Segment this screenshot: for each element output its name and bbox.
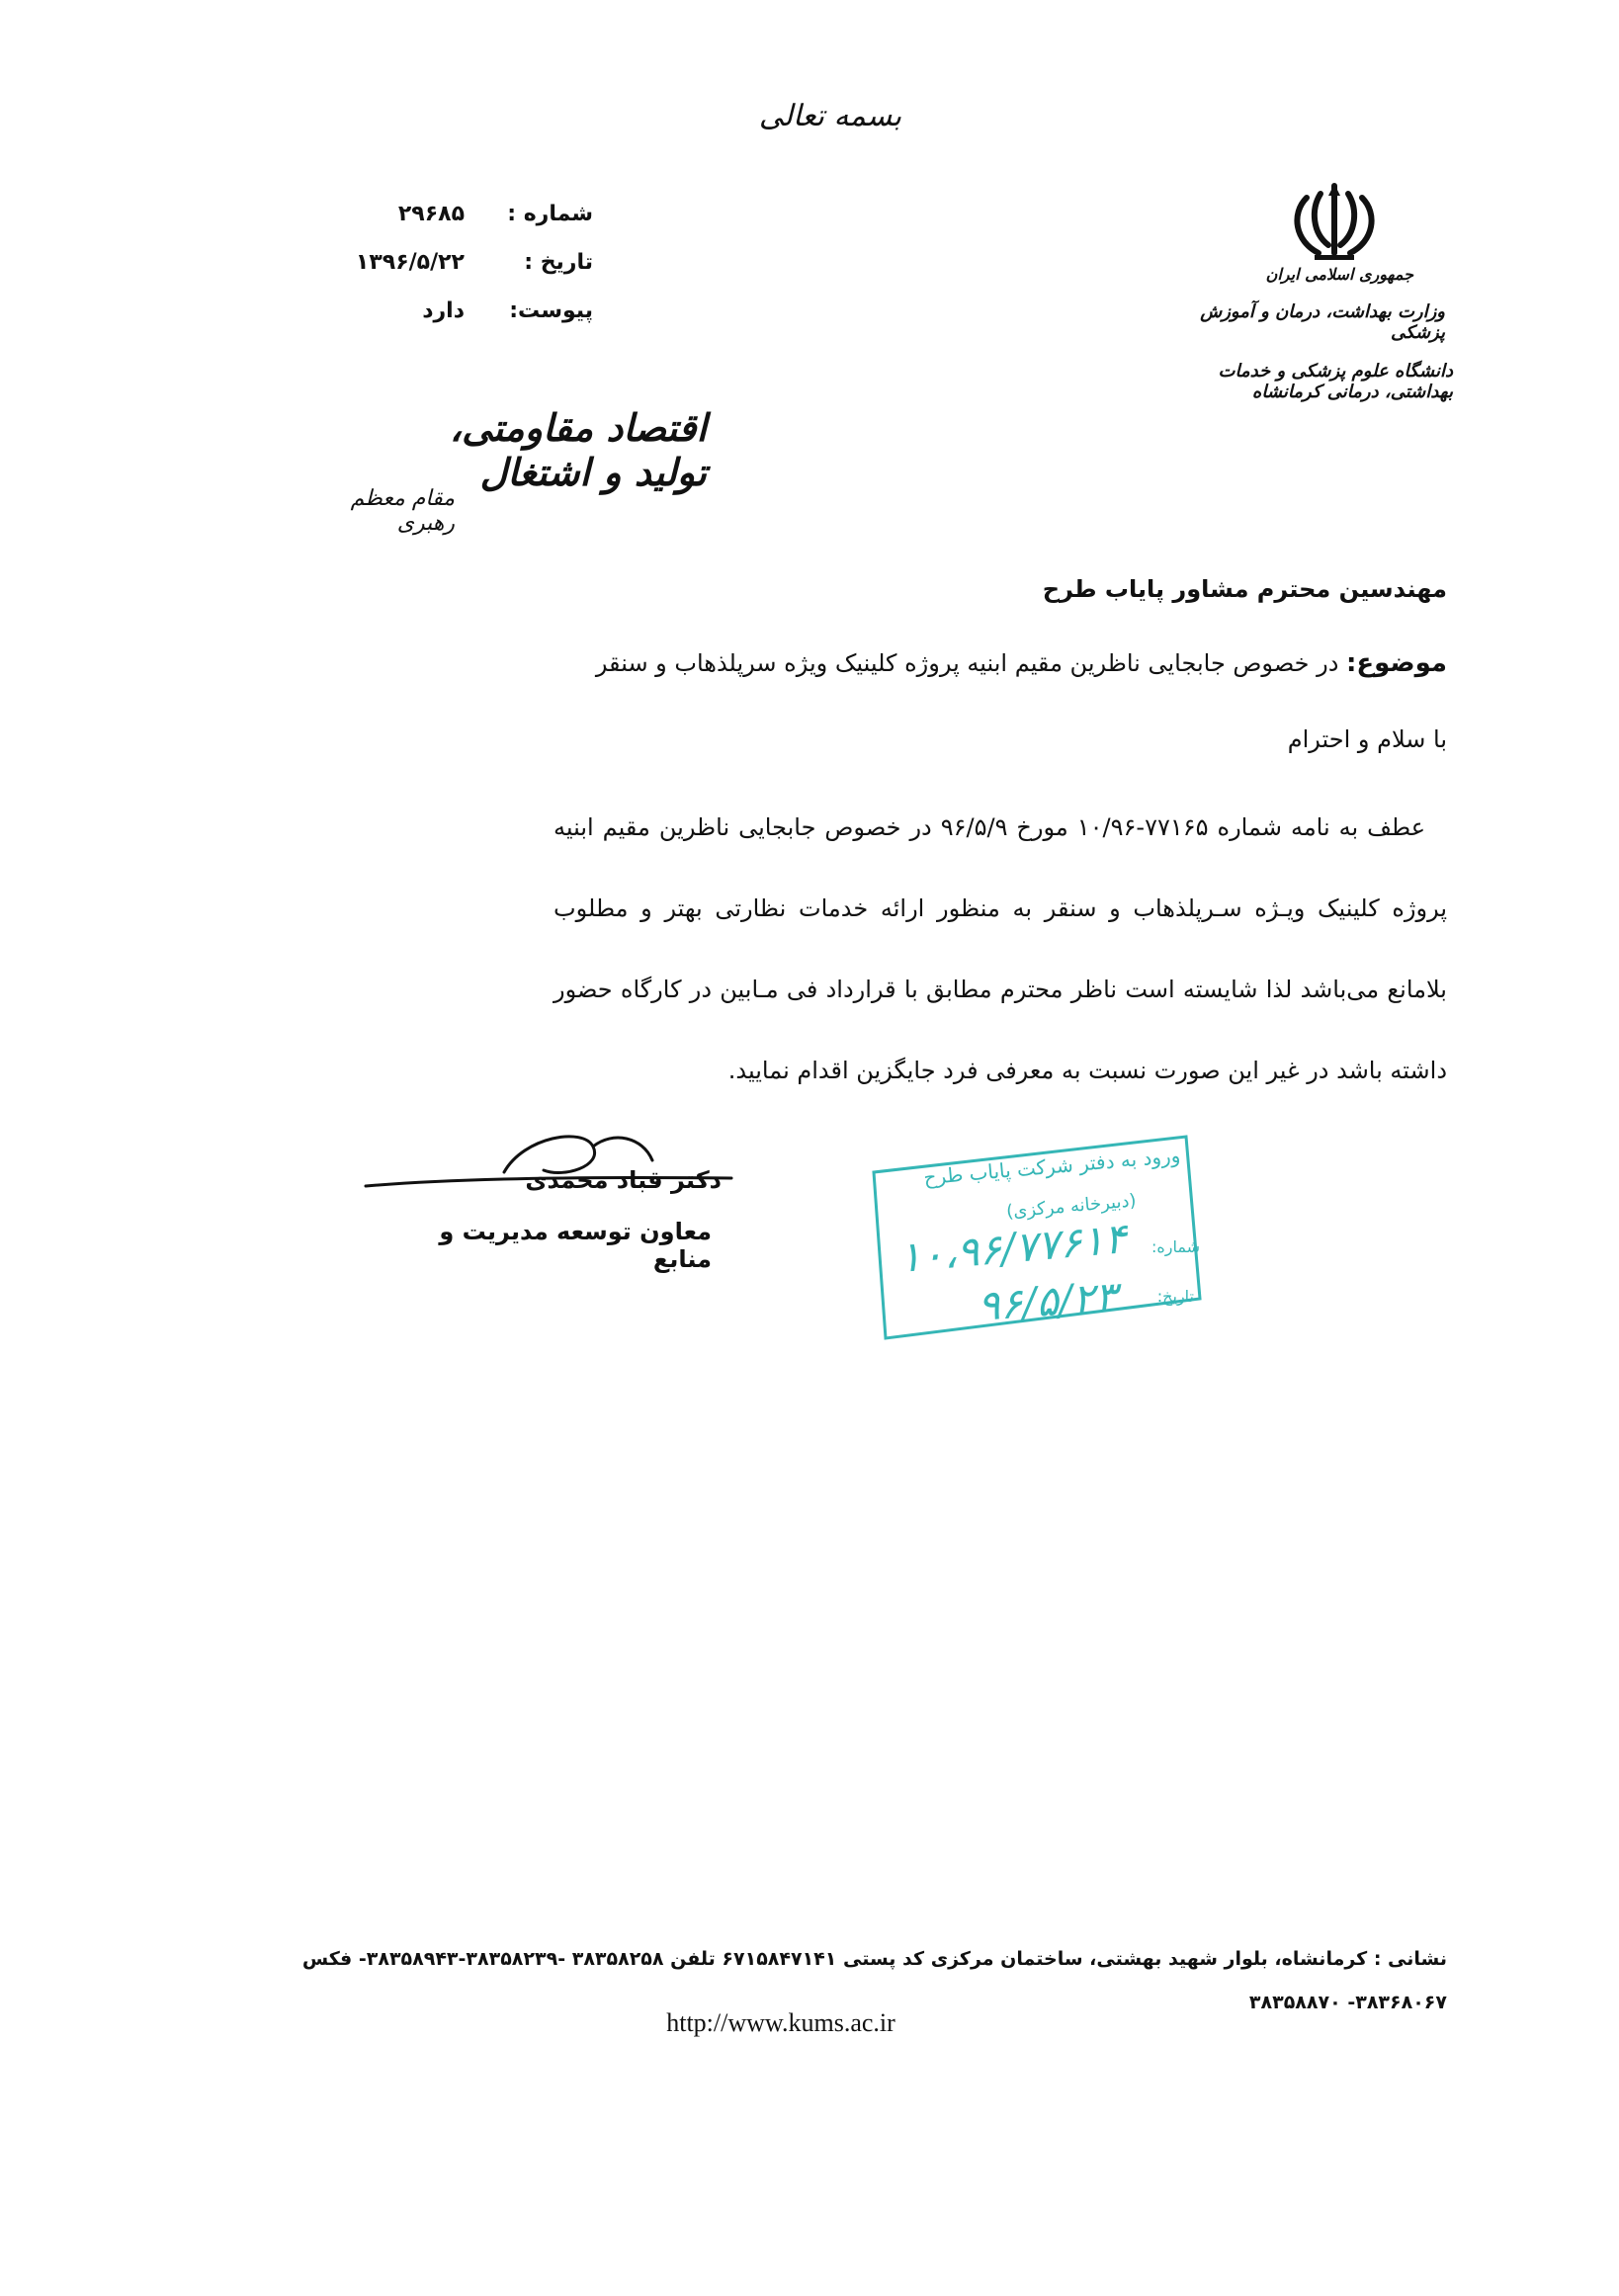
stamp-date-value: ۹۶/۵/۲۳ <box>976 1272 1119 1330</box>
organization-block <box>1147 265 1453 402</box>
letter-greeting: با سلام و احترام <box>1287 725 1447 753</box>
letter-attachment-label: پیوست: <box>509 298 593 323</box>
org-line-ministry: وزارت بهداشت، درمان و آموزش پزشکی <box>1200 301 1445 343</box>
letter-body <box>554 787 1447 1111</box>
footer-address: نشانی : کرمانشاه، بلوار شهید بهشتی، ساختمان مرکزی کد پستی ۶۷۱۵۸۴۷۱۴۱ تلفن ۳۸۳۵۸۲۵۸ -۳۸۳۵۸۲۳۹-۳۸۳۵۸۹۴۳- فکس ۳۸۳۶۸۰۶۷- ۳۸۳۵۸۸۷۰ <box>301 1948 1447 2013</box>
letter-number-row <box>297 190 593 238</box>
subject-label: موضوع: <box>1346 648 1447 678</box>
letter-body-paragraph: عطف به نامه شماره ۷۷۱۶۵-۱۰/۹۶ مورخ ۹۶/۵/۹ در خصوص جابجایی ناظرین مقیم ابنیه پروژه کلینیک ویـژه سـرپلذهاب و سنقر به منظور ارائه خدمات نظارتی بهتر و مطلوب بلامانع می‌باشد لذا شایسته است ناظر محترم مطابق با قرارداد فی مـابین در کارگاه حضور داشته باشد در غیر این صورت نسبت به معرفی فرد جایگزین اقدام نمایید. <box>554 813 1447 1084</box>
receipt-stamp <box>860 1133 1206 1340</box>
letter-date-row <box>297 238 593 287</box>
slogan-source: مقام معظم رهبری <box>350 486 455 536</box>
stamp-number-label: شماره: <box>1150 1237 1200 1256</box>
letter-recipient: مهندسین محترم مشاور پایاب طرح <box>1042 575 1447 603</box>
stamp-date-label: تاریخ: <box>1156 1287 1194 1306</box>
stamp-line1: ورود به دفتر شرکت پایاب طرح <box>921 1143 1181 1190</box>
org-line-university: دانشگاه علوم پزشکی و خدمات بهداشتی، درمانی کرمانشاه <box>1218 361 1453 402</box>
letter-number-label: شماره : <box>507 202 593 226</box>
letter-meta <box>297 190 593 335</box>
letter-attachment-value: دارد <box>422 298 465 323</box>
signatory-name: دکتر قباد محمدی <box>525 1166 722 1194</box>
letter-number-value: ۲۹۶۸۵ <box>397 202 465 226</box>
slogan-text: اقتصاد مقاومتی، تولید و اشتغال <box>449 405 707 494</box>
org-line-country: جمهوری اسلامی ایران <box>1265 265 1413 284</box>
letter-date-label: تاریخ : <box>524 250 593 275</box>
letter-date-value: ۱۳۹۶/۵/۲۲ <box>355 250 465 275</box>
stamp-line2: (دبیرخانه مرکزی) <box>1005 1190 1138 1223</box>
subject-text: در خصوص جابجایی ناظرین مقیم ابنیه پروژه کلینیک ویژه سرپلذهاب و سنقر <box>595 649 1347 677</box>
letter-subject <box>554 648 1447 678</box>
stamp-number-value: ۱۰،۹۶/۷۷۶۱۴ <box>896 1214 1129 1282</box>
letter-attachment-row <box>297 287 593 335</box>
signatory-title: معاون توسعه مدیریت و منابع <box>439 1218 712 1273</box>
iran-emblem-icon <box>1285 180 1384 267</box>
bismillah-heading: بسمه تعالی <box>758 99 902 133</box>
footer-website: http://www.kums.ac.ir <box>666 2008 895 2037</box>
